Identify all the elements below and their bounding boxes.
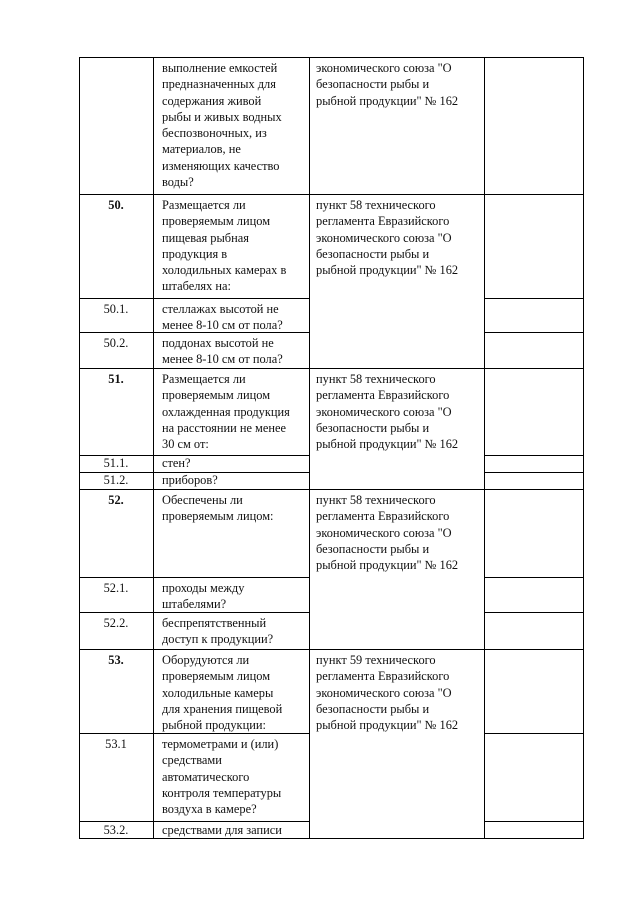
- table-subrow-divider: [79, 577, 310, 578]
- item-number: 51.1.: [103, 456, 129, 470]
- item-number: 50.2.: [103, 336, 129, 350]
- table-subrow-divider: [484, 298, 584, 299]
- item-number: 50.: [108, 198, 124, 212]
- question-cell: термометрами и (или) средствами автоматического контроля температуры воздуха в камере?: [162, 737, 282, 817]
- reference-cell: пункт 58 технического регламента Евразийского экономического союза "О безопасности рыбы и рыбной продукции" № 162: [316, 372, 459, 452]
- table-subrow-divider: [484, 472, 584, 473]
- item-number: 52.: [108, 493, 124, 507]
- question-cell: Размещается ли проверяемым лицом охлажденная продукция на расстоянии не менее 30 см от:: [162, 372, 290, 452]
- item-number: 50.1.: [103, 302, 129, 316]
- reference-cell: экономического союза "О безопасности рыбы и рыбной продукции" № 162: [316, 61, 459, 108]
- question-cell: стен?: [162, 456, 191, 470]
- question-cell: Размещается ли проверяемым лицом пищевая рыбная продукция в холодильных камерах в штабелях на:: [162, 198, 287, 294]
- table-border-bottom: [79, 838, 584, 839]
- question-cell: выполнение емкостей предназначенных для содержания живой рыбы и живых водных беспозвоночных, из материалов, не изменяющих качество воды?: [162, 61, 282, 190]
- question-cell: поддонах высотой не менее 8-10 см от пола?: [162, 336, 283, 367]
- question-cell: средствами для записи: [162, 823, 282, 837]
- item-number: 51.2.: [103, 473, 129, 487]
- table-subrow-divider: [484, 577, 584, 578]
- table-row-divider: [79, 194, 584, 195]
- item-number: 53.: [108, 653, 124, 667]
- item-number: 52.1.: [103, 581, 129, 595]
- item-number: 51.: [108, 372, 124, 386]
- item-number: 52.2.: [103, 616, 129, 630]
- question-cell: Обеспечены ли проверяемым лицом:: [162, 493, 274, 524]
- table-border-top: [79, 57, 584, 58]
- question-cell: Оборудуются ли проверяемым лицом холодильные камеры для хранения пищевой рыбной продукции:: [162, 653, 283, 733]
- table-subrow-divider: [484, 455, 584, 456]
- question-cell: беспрепятственный доступ к продукции?: [162, 616, 274, 647]
- item-number: 53.1: [105, 737, 127, 751]
- question-cell: стеллажах высотой не менее 8-10 см от пола?: [162, 302, 283, 333]
- reference-cell: пункт 59 технического регламента Евразийского экономического союза "О безопасности рыбы и рыбной продукции" № 162: [316, 653, 459, 733]
- table-row-divider: [79, 368, 584, 369]
- table-subrow-divider: [484, 332, 584, 333]
- table-column-divider: [484, 57, 485, 838]
- table-subrow-divider: [484, 733, 584, 734]
- question-cell: проходы между штабелями?: [162, 581, 245, 612]
- table-row-divider: [79, 489, 584, 490]
- table-border-right: [583, 57, 584, 838]
- table-row-divider: [79, 649, 584, 650]
- question-cell: приборов?: [162, 473, 218, 487]
- reference-cell: пункт 58 технического регламента Евразийского экономического союза "О безопасности рыбы и рыбной продукции" № 162: [316, 198, 459, 278]
- table-subrow-divider: [79, 298, 310, 299]
- table-subrow-divider: [484, 821, 584, 822]
- table-border-left: [79, 57, 80, 838]
- item-number: 53.2.: [103, 823, 129, 837]
- table-subrow-divider: [79, 821, 310, 822]
- table-column-divider: [153, 57, 154, 838]
- table-subrow-divider: [484, 612, 584, 613]
- reference-cell: пункт 58 технического регламента Евразийского экономического союза "О безопасности рыбы и рыбной продукции" № 162: [316, 493, 459, 573]
